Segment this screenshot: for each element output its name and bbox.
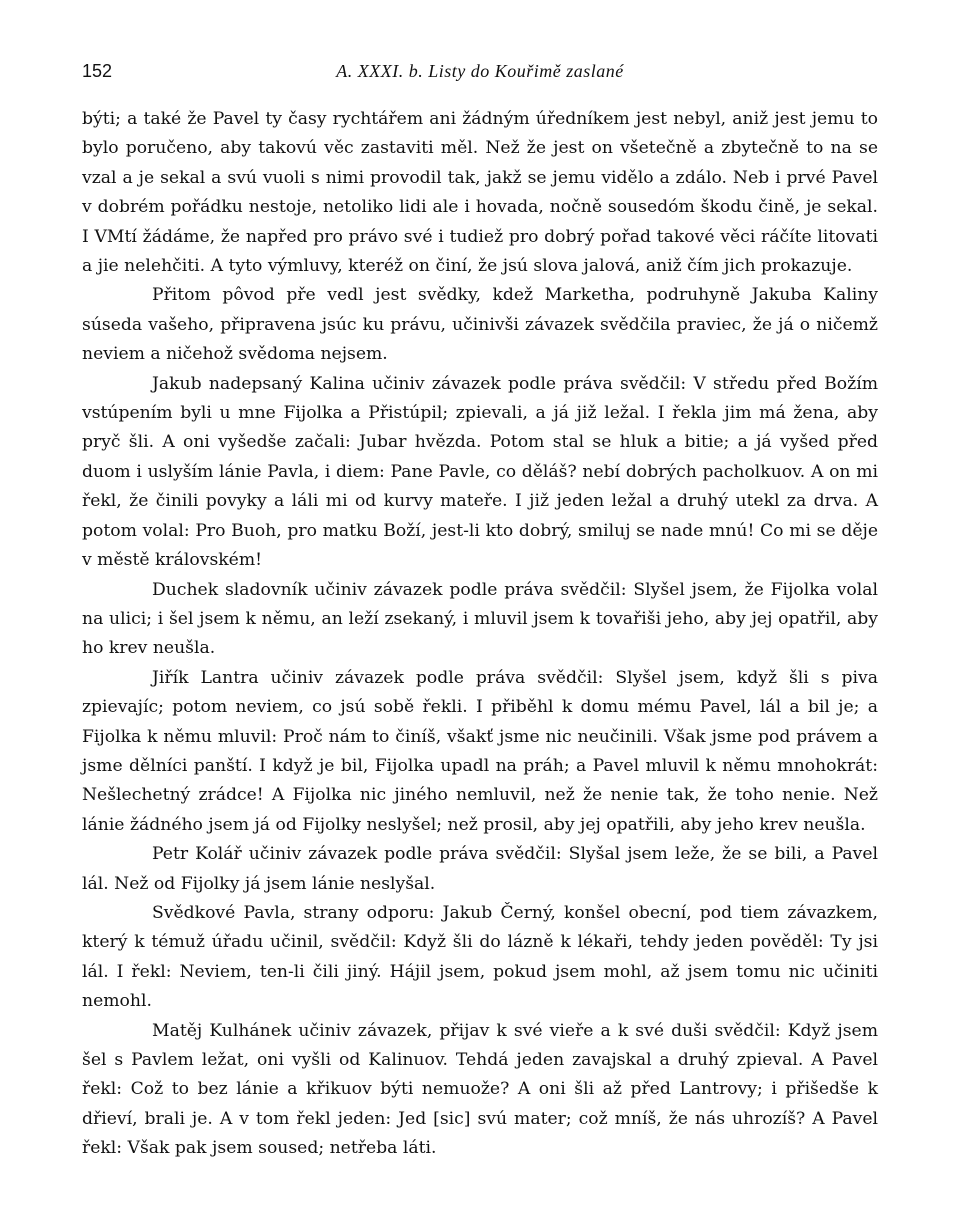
paragraph-testimony-duchek: Duchek sladovník učiniv závazek podle práva svědčil: Slyšel jsem, že Fijolka volal na ulici; i šel jsem k němu, an leží zsekaný, i mluvil jsem k tovařiši jeho, aby jej opatřil, aby ho krev neušla.	[82, 579, 878, 659]
paragraph-testimony-matej-kulhanek: Matěj Kulhánek učiniv závazek, přijav k své vieře a k své duši svědčil: Když jsem šel s Pavlem ležat, oni vyšli od Kalinuov. Tehdá jeden zavajskal a druhý zpieval. A Pavel řekl: Což to bez lánie a křikuov býti nemuože? A oni šli až před Lantrovy; i přišedše k dřieví, brali je. A v tom řekl jeden: Jed [sic] svú mater; což mníš, že nás uhrozíš? A Pavel řekl: Však pak jsem soused; netřeba láti.	[82, 1020, 878, 1159]
page-header	[82, 61, 878, 91]
page-number: 152	[82, 61, 113, 81]
paragraph-testimony-jakub-kalina: Jakub nadepsaný Kalina učiniv závazek podle práva svědčil: V středu před Božím vstúpením byli u mne Fijolka a Přistúpil; zpievali, a já již ležal. I řekla jim má žena, aby pryč šli. A oni vyšedše začali: Jubar hvězda. Potom stal se hluk a bitie; a já vyšed před duom i uslyším lánie Pavla, i diem: Pane Pavle, co děláš? nebí dobrých pacholkuov. A on mi řekl, že činili povyky a láli mi od kurvy mateře. I již jeden ležal a druhý utekl za drva. A potom volal: Pro Buoh, pro matku Boží, jest-li kto dobrý, smiluj se nade mnú! Co mi se děje v městě královském!	[82, 373, 878, 571]
paragraph-witness-intro: Přitom pôvod pře vedl jest svědky, kdež Marketha, podruhyně Jakuba Kaliny súseda vašeho, připravena jsúc ku právu, učinivši závazek svědčila praviec, že já o ničemž neviem a ničehož svědoma nejsem.	[82, 285, 878, 365]
paragraph-testimony-petr-kolar: Petr Kolář učiniv závazek podle práva svědčil: Slyšal jsem leže, že se bili, a Pavel lál. Než od Fijolky já jsem lánie neslyšal.	[82, 844, 878, 894]
running-head: A. XXXI. b. Listy do Kouřimě zaslané	[336, 61, 624, 81]
paragraph-continued: býti; a také že Pavel ty časy rychtářem ani žádným úředníkem jest nebyl, aniž jest jemu to bylo poručeno, aby takovú věc zastaviti měl. Než že jest on všetečně a zbytečně to na se vzal a je sekal a svú vuoli s nimi provodil tak, jakž se jemu vidělo a zdálo. Neb i prvé Pavel v dobrém pořádku nestoje, netoliko lidi ale i hovada, nočně sousedóm škodu čině, je sekal. I VMtí žádáme, že napřed pro právo své i tudiež pro dobrý pořad takové věci ráčíte litovati a jie nelehčiti. A tyto výmluvy, kteréž on činí, že jsú slova jalová, aniž čím jich prokazuje.	[82, 109, 878, 277]
body-text	[82, 105, 878, 1164]
paragraph-testimony-jakub-cerny: Svědkové Pavla, strany odporu: Jakub Černý, konšel obecní, pod tiem závazkem, který k témuž úřadu učinil, svědčil: Když šli do lázně k lékaři, tehdy jeden pověděl: Ty jsi lál. I řekl: Neviem, ten-li čili jiný. Hájil jsem, pokud jsem mohl, až jsem tomu nic učiniti nemohl.	[82, 902, 878, 1012]
paragraph-testimony-jirik-lantra: Jiřík Lantra učiniv závazek podle práva svědčil: Slyšel jsem, když šli s piva zpievajíc; potom neviem, co jsú sobě řekli. I přiběhl k domu mému Pavel, lál a bil je; a Fijolka k němu mluvil: Proč nám to činíš, všakť jsme nic neučinili. Však jsme pod právem a jsme dělníci panští. I když je bil, Fijolka upadl na práh; a Pavel mluvil k němu mnohokrát: Nešlechetný zrádce! A Fijolka nic jiného nemluvil, než že nenie tak, že toho nenie. Než lánie žádného jsem já od Fijolky neslyšel; než prosil, aby jej opatřili, aby jeho krev neušla.	[82, 667, 878, 835]
